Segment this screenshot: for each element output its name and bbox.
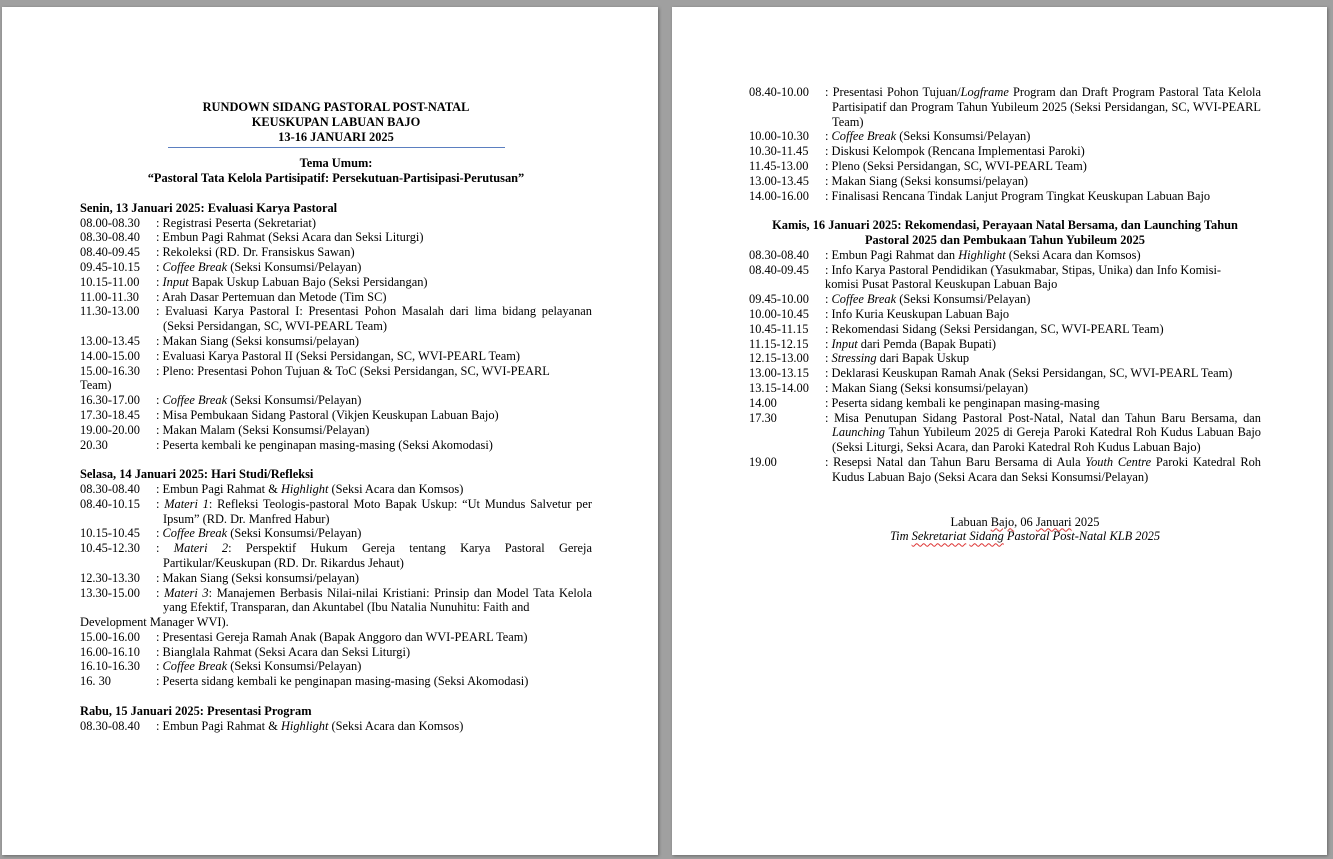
activity-text: : Embun Pagi Rahmat & (156, 481, 281, 496)
schedule-row (749, 366, 1261, 381)
schedule-row (80, 230, 592, 245)
row-activity: : Makan Malam (Seksi Konsumsi/Pelayan) (156, 422, 370, 437)
schedule-row (80, 275, 592, 290)
schedule-row (749, 129, 1261, 144)
row-time: 10.30-11.45 (749, 144, 809, 159)
schedule-row (80, 526, 592, 541)
row-activity: : Rekoleksi (RD. Dr. Fransiskus Sawan) (156, 245, 355, 260)
signature-text-flagged: Januari (1035, 514, 1072, 529)
activity-italic: Input (831, 336, 858, 351)
schedule-row (749, 248, 1261, 263)
row-time: 15.00-16.30 (80, 363, 140, 378)
activity-text: : (156, 526, 163, 541)
activity-text: : Misa Penutupan Sidang Pastoral Post-Natal, Natal dan Tahun Baru Bersama, dan (825, 410, 1261, 425)
activity-text: (Seksi Acara dan Komsos) (328, 481, 464, 496)
activity-text: (Seksi Acara dan Komsos) (328, 718, 464, 733)
signature-text: , 06 (1014, 514, 1036, 529)
row-time: 10.15-11.00 (80, 274, 140, 289)
row-time: 10.45-11.15 (749, 321, 809, 336)
activity-text: (Seksi Konsumsi/Pelayan) (227, 526, 362, 541)
activity-text: : Embun Pagi Rahmat & (156, 718, 281, 733)
schedule-row (80, 719, 592, 734)
schedule-row (749, 174, 1261, 189)
activity-italic: Highlight (280, 481, 329, 496)
activity-text: Tahun Yubileum 2025 di Gereja Paroki Katedral Roh Kudus Labuan Bajo (Seksi Liturgi, Seksi Acara, dan Paroki Katedral Roh Kudus Labuan Bajo) (832, 425, 1261, 455)
activity-text: : (156, 259, 163, 274)
activity-text: : Perspektif Hukum Gereja tentang Karya Pastoral Gereja Partikular/Keuskupan (RD. Dr. Rikardus Jehaut) (163, 541, 592, 570)
activity-text: : (156, 393, 163, 408)
row-activity (156, 541, 592, 571)
schedule-row (749, 337, 1261, 352)
activity-italic: Launching (832, 425, 886, 440)
row-time: 08.30-08.40 (80, 481, 140, 496)
day-heading: Senin, 13 Januari 2025: Evaluasi Karya Pastoral (80, 200, 338, 215)
row-time: 10.00-10.45 (749, 306, 809, 321)
row-time: 13.00-13.45 (749, 173, 809, 188)
row-activity: : Info Kuria Keuskupan Labuan Bajo (825, 306, 1010, 321)
schedule-row (749, 85, 1261, 129)
row-time: 09.45-10.15 (80, 259, 140, 274)
row-activity: : Registrasi Peserta (Sekretariat) (156, 215, 316, 230)
row-time: 13.00-13.45 (80, 333, 140, 348)
schedule-row (80, 304, 592, 334)
signature-text-flagged: Bajo (990, 514, 1015, 529)
schedule-row (749, 396, 1261, 411)
schedule-row (80, 659, 592, 674)
row-time: 09.45-10.00 (749, 292, 809, 307)
activity-text: : (156, 659, 163, 674)
row-activity: : Deklarasi Keuskupan Ramah Anak (Seksi Persidangan, SC, WVI-PEARL Team) (825, 366, 1233, 381)
theme-text: “Pastoral Tata Kelola Partisipatif: Persekutuan-Partisipasi-Perutusan” (147, 171, 525, 186)
schedule-row (80, 571, 592, 586)
schedule-row (749, 144, 1261, 159)
row-time: 08.40-09.45 (749, 262, 809, 277)
row-activity (825, 85, 1261, 129)
row-activity: : Diskusi Kelompok (Rencana Implementasi Paroki) (825, 144, 1085, 159)
header-diocese: KEUSKUPAN LABUAN BAJO (251, 114, 421, 129)
row-activity: : Embun Pagi Rahmat (Seksi Acara dan Seksi Liturgi) (156, 230, 424, 245)
row-activity: : Pleno: Presentasi Pohon Tujuan & ToC (Seksi Persidangan, SC, WVI-PEARL (156, 363, 550, 378)
schedule-row (749, 189, 1261, 204)
signature-text-flagged: Sidang (969, 529, 1004, 544)
activity-italic: Coffee Break (162, 526, 228, 541)
row-time: 19.00 (749, 454, 777, 469)
activity-text: : Presentasi Pohon Tujuan/ (825, 85, 961, 99)
schedule-row (749, 263, 1261, 293)
row-time: 13.15-14.00 (749, 380, 809, 395)
row-activity: : Bianglala Rahmat (Seksi Acara dan Seksi Liturgi) (156, 644, 411, 659)
row-time: 14.00-16.00 (749, 188, 809, 203)
activity-text: (Seksi Konsumsi/Pelayan) (227, 259, 362, 274)
row-time: 11.15-12.15 (749, 336, 809, 351)
page-1-content (80, 100, 592, 733)
schedule-row (80, 497, 592, 527)
activity-italic: Materi 2 (173, 541, 229, 556)
schedule-row (749, 322, 1261, 337)
activity-italic: Logframe (960, 85, 1009, 99)
row-time: 08.40-10.00 (749, 85, 809, 99)
activity-italic: Coffee Break (831, 292, 897, 307)
activity-text: : (156, 541, 174, 556)
row-activity: : Rekomendasi Sidang (Seksi Persidangan, SC, WVI-PEARL Team) (825, 321, 1164, 336)
activity-italic: Youth Centre (1085, 454, 1152, 469)
row-activity-continuation: Team) (80, 378, 112, 393)
schedule-row (80, 674, 592, 689)
signature-text: Labuan (950, 514, 991, 529)
activity-text: (Seksi Konsumsi/Pelayan) (896, 292, 1031, 307)
schedule-row (749, 307, 1261, 322)
signature-text: Pastoral Post-Natal KLB 2025 (1003, 529, 1161, 544)
page-2-content (749, 85, 1261, 544)
activity-italic: Materi 1 (164, 496, 209, 511)
row-time: 08.30-08.40 (80, 718, 140, 733)
row-time: 08.30-08.40 (80, 230, 140, 245)
row-time: 17.30-18.45 (80, 407, 140, 422)
activity-text: dari Bapak Uskup (876, 351, 970, 366)
schedule-row (80, 541, 592, 571)
schedule-row (80, 393, 592, 408)
row-activity (825, 292, 1261, 307)
activity-italic: Stressing (831, 351, 877, 366)
row-activity: : Evaluasi Karya Pastoral I: Presentasi Pohon Masalah dari lima bidang pelayanan (Seksi Persidangan, SC, WVI-PEARL Team) (156, 304, 592, 334)
row-activity: : Makan Siang (Seksi konsumsi/pelayan) (156, 570, 360, 585)
schedule-row (80, 423, 592, 438)
row-activity: : Makan Siang (Seksi konsumsi/pelayan) (156, 333, 360, 348)
row-time: 11.30-13.00 (80, 304, 140, 319)
activity-text: Program dan Draft Program Pastoral Tata Kelola Partisipatif dan Program Tahun Yubileum 2025 (Seksi Persidangan, SC, WVI-PEARL Team) (832, 85, 1261, 129)
schedule-row (80, 364, 592, 379)
activity-italic: Input (162, 274, 189, 289)
row-activity (156, 497, 592, 527)
row-activity (156, 586, 592, 616)
row-time: 19.00-20.00 (80, 422, 140, 437)
activity-text: : (825, 336, 832, 351)
row-time: 16.30-17.00 (80, 393, 140, 408)
schedule-row (80, 290, 592, 305)
row-activity (156, 393, 592, 408)
schedule-row (749, 411, 1261, 455)
schedule-row (80, 630, 592, 645)
schedule-row (80, 334, 592, 349)
schedule-row (749, 159, 1261, 174)
schedule-row (80, 482, 592, 497)
signature-place-date (789, 515, 1261, 530)
row-activity: : Presentasi Gereja Ramah Anak (Bapak Anggoro dan WVI-PEARL Team) (156, 629, 528, 644)
row-activity (825, 248, 1261, 263)
row-time: 10.00-10.30 (749, 129, 809, 144)
activity-text: : (825, 292, 832, 307)
activity-text: Paroki Katedral Roh Kudus Labuan Bajo (Seksi Acara dan Seksi Konsumsi/Pelayan) (832, 454, 1261, 484)
signature-text-flagged: Sekretariat (911, 529, 967, 544)
activity-text: : (156, 585, 165, 600)
row-activity: : Evaluasi Karya Pastoral II (Seksi Persidangan, SC, WVI-PEARL Team) (156, 348, 521, 363)
row-time: 10.15-10.45 (80, 526, 140, 541)
schedule-row (80, 245, 592, 260)
activity-text: (Seksi Acara dan Komsos) (1005, 247, 1141, 262)
row-activity: : Peserta sidang kembali ke penginapan masing-masing (825, 395, 1100, 410)
row-time: 13.30-15.00 (80, 585, 140, 600)
activity-text: : (156, 496, 165, 511)
row-time: 14.00 (749, 395, 777, 410)
row-activity: : Peserta sidang kembali ke penginapan masing-masing (Seksi Akomodasi) (156, 674, 529, 689)
row-time: 08.00-08.30 (80, 215, 140, 230)
activity-text: : Manajemen Berbasis Nilai-nilai Kristiani: Prinsip dan Model Tata Kelola yang Efektif, Transparan, dan Akuntabel (Ibu Natalia Nunuhitu: Faith and (163, 585, 592, 615)
row-activity: : Makan Siang (Seksi konsumsi/pelayan) (825, 380, 1029, 395)
row-activity: : Arah Dasar Pertemuan dan Metode (Tim SC) (156, 289, 387, 304)
schedule-row (80, 586, 592, 616)
row-activity: : Finalisasi Rencana Tindak Lanjut Program Tingkat Keuskupan Labuan Bajo (825, 188, 1211, 203)
row-time: 08.30-08.40 (749, 247, 809, 262)
theme-label: Tema Umum: (299, 156, 373, 171)
row-time: 17.30 (749, 410, 777, 425)
signature-team (789, 529, 1261, 544)
row-activity (156, 526, 592, 541)
document-page-2 (672, 7, 1327, 855)
signature-text: 2025 (1071, 514, 1100, 529)
activity-text: : Info Karya Pastoral Pendidikan (Yasukmabar, Stipas, Unika) dan Info Komisi- (825, 262, 1222, 277)
activity-text: dari Pemda (Bapak Bupati) (857, 336, 997, 351)
row-activity: : Misa Pembukaan Sidang Pastoral (Vikjen Keuskupan Labuan Bajo) (156, 407, 499, 422)
signature-block (749, 515, 1261, 545)
row-activity (825, 129, 1261, 144)
schedule-row (749, 351, 1261, 366)
row-activity-continuation: Development Manager WVI). (80, 615, 229, 630)
schedule-row (80, 438, 592, 453)
schedule-row (80, 216, 592, 231)
activity-italic: Highlight (280, 718, 329, 733)
activity-text: (Seksi Konsumsi/Pelayan) (227, 659, 362, 674)
row-time: 16.00-16.10 (80, 644, 140, 659)
activity-text-continuation: komisi Pusat Pastoral Keuskupan Labuan Bajo (825, 277, 1058, 292)
row-activity (825, 411, 1261, 455)
schedule-row (80, 408, 592, 423)
row-time: 11.00-11.30 (80, 289, 139, 304)
theme-block (80, 156, 592, 186)
document-header (80, 100, 592, 144)
row-time: 08.40-10.15 (80, 496, 140, 511)
row-activity: : Makan Siang (Seksi konsumsi/pelayan) (825, 173, 1029, 188)
row-time: 12.15-13.00 (749, 351, 809, 366)
row-time: 20.30 (80, 437, 108, 452)
schedule-row (80, 349, 592, 364)
row-time: 13.00-13.15 (749, 366, 809, 381)
row-time: 15.00-16.00 (80, 629, 140, 644)
row-activity (156, 719, 592, 734)
row-time: 14.00-15.00 (80, 348, 140, 363)
schedule-row (749, 292, 1261, 307)
header-divider (168, 147, 505, 148)
day-heading: Selasa, 14 Januari 2025: Hari Studi/Refleksi (80, 467, 314, 482)
row-activity (825, 263, 1261, 293)
activity-italic: Highlight (958, 247, 1006, 262)
document-page-1 (2, 7, 658, 855)
day-heading: Rabu, 15 Januari 2025: Presentasi Program (80, 703, 312, 718)
activity-text: : (825, 351, 832, 366)
activity-text: (Seksi Konsumsi/Pelayan) (227, 393, 362, 408)
row-activity (156, 482, 592, 497)
row-time: 11.45-13.00 (749, 158, 809, 173)
activity-text: : Embun Pagi Rahmat dan (825, 247, 959, 262)
day-heading: Kamis, 16 Januari 2025: Rekomendasi, Perayaan Natal Bersama, dan Launching Tahun Pastoral 2025 dan Pembukaan Tahun Yubileum 2025 (772, 218, 1238, 247)
row-time: 16. 30 (80, 674, 111, 689)
row-activity (156, 659, 592, 674)
row-activity (156, 260, 592, 275)
row-activity: : Peserta kembali ke penginapan masing-masing (Seksi Akomodasi) (156, 437, 493, 452)
row-activity (825, 337, 1261, 352)
row-time: 08.40-09.45 (80, 245, 140, 260)
row-activity (825, 455, 1261, 485)
schedule-row (80, 260, 592, 275)
row-time: 10.45-12.30 (80, 541, 140, 556)
activity-italic: Materi 3 (164, 585, 209, 600)
header-title: RUNDOWN SIDANG PASTORAL POST-NATAL (202, 100, 470, 114)
row-time: 16.10-16.30 (80, 659, 140, 674)
activity-italic: Coffee Break (162, 659, 228, 674)
row-time: 12.30-13.30 (80, 570, 140, 585)
activity-text: : (825, 129, 832, 144)
schedule-row (80, 645, 592, 660)
row-activity (156, 275, 592, 290)
activity-italic: Coffee Break (162, 393, 228, 408)
schedule-row (749, 455, 1261, 485)
activity-text: : (156, 274, 163, 289)
row-activity (825, 351, 1261, 366)
row-activity: : Pleno (Seksi Persidangan, SC, WVI-PEARL Team) (825, 158, 1087, 173)
activity-text: (Seksi Konsumsi/Pelayan) (896, 129, 1031, 144)
activity-text: Bapak Uskup Labuan Bajo (Seksi Persidangan) (188, 274, 428, 289)
activity-text: : Refleksi Teologis-pastoral Moto Bapak Uskup: “Ut Mundus Salvetur per Ipsum” (RD. Dr. Manfred Habur) (163, 496, 592, 526)
activity-italic: Coffee Break (162, 259, 228, 274)
activity-text: : Resepsi Natal dan Tahun Baru Bersama di Aula (825, 454, 1086, 469)
activity-italic: Coffee Break (831, 129, 897, 144)
schedule-row (749, 381, 1261, 396)
header-dates: 13-16 JANUARI 2025 (278, 129, 394, 144)
signature-text: Tim (889, 529, 912, 544)
